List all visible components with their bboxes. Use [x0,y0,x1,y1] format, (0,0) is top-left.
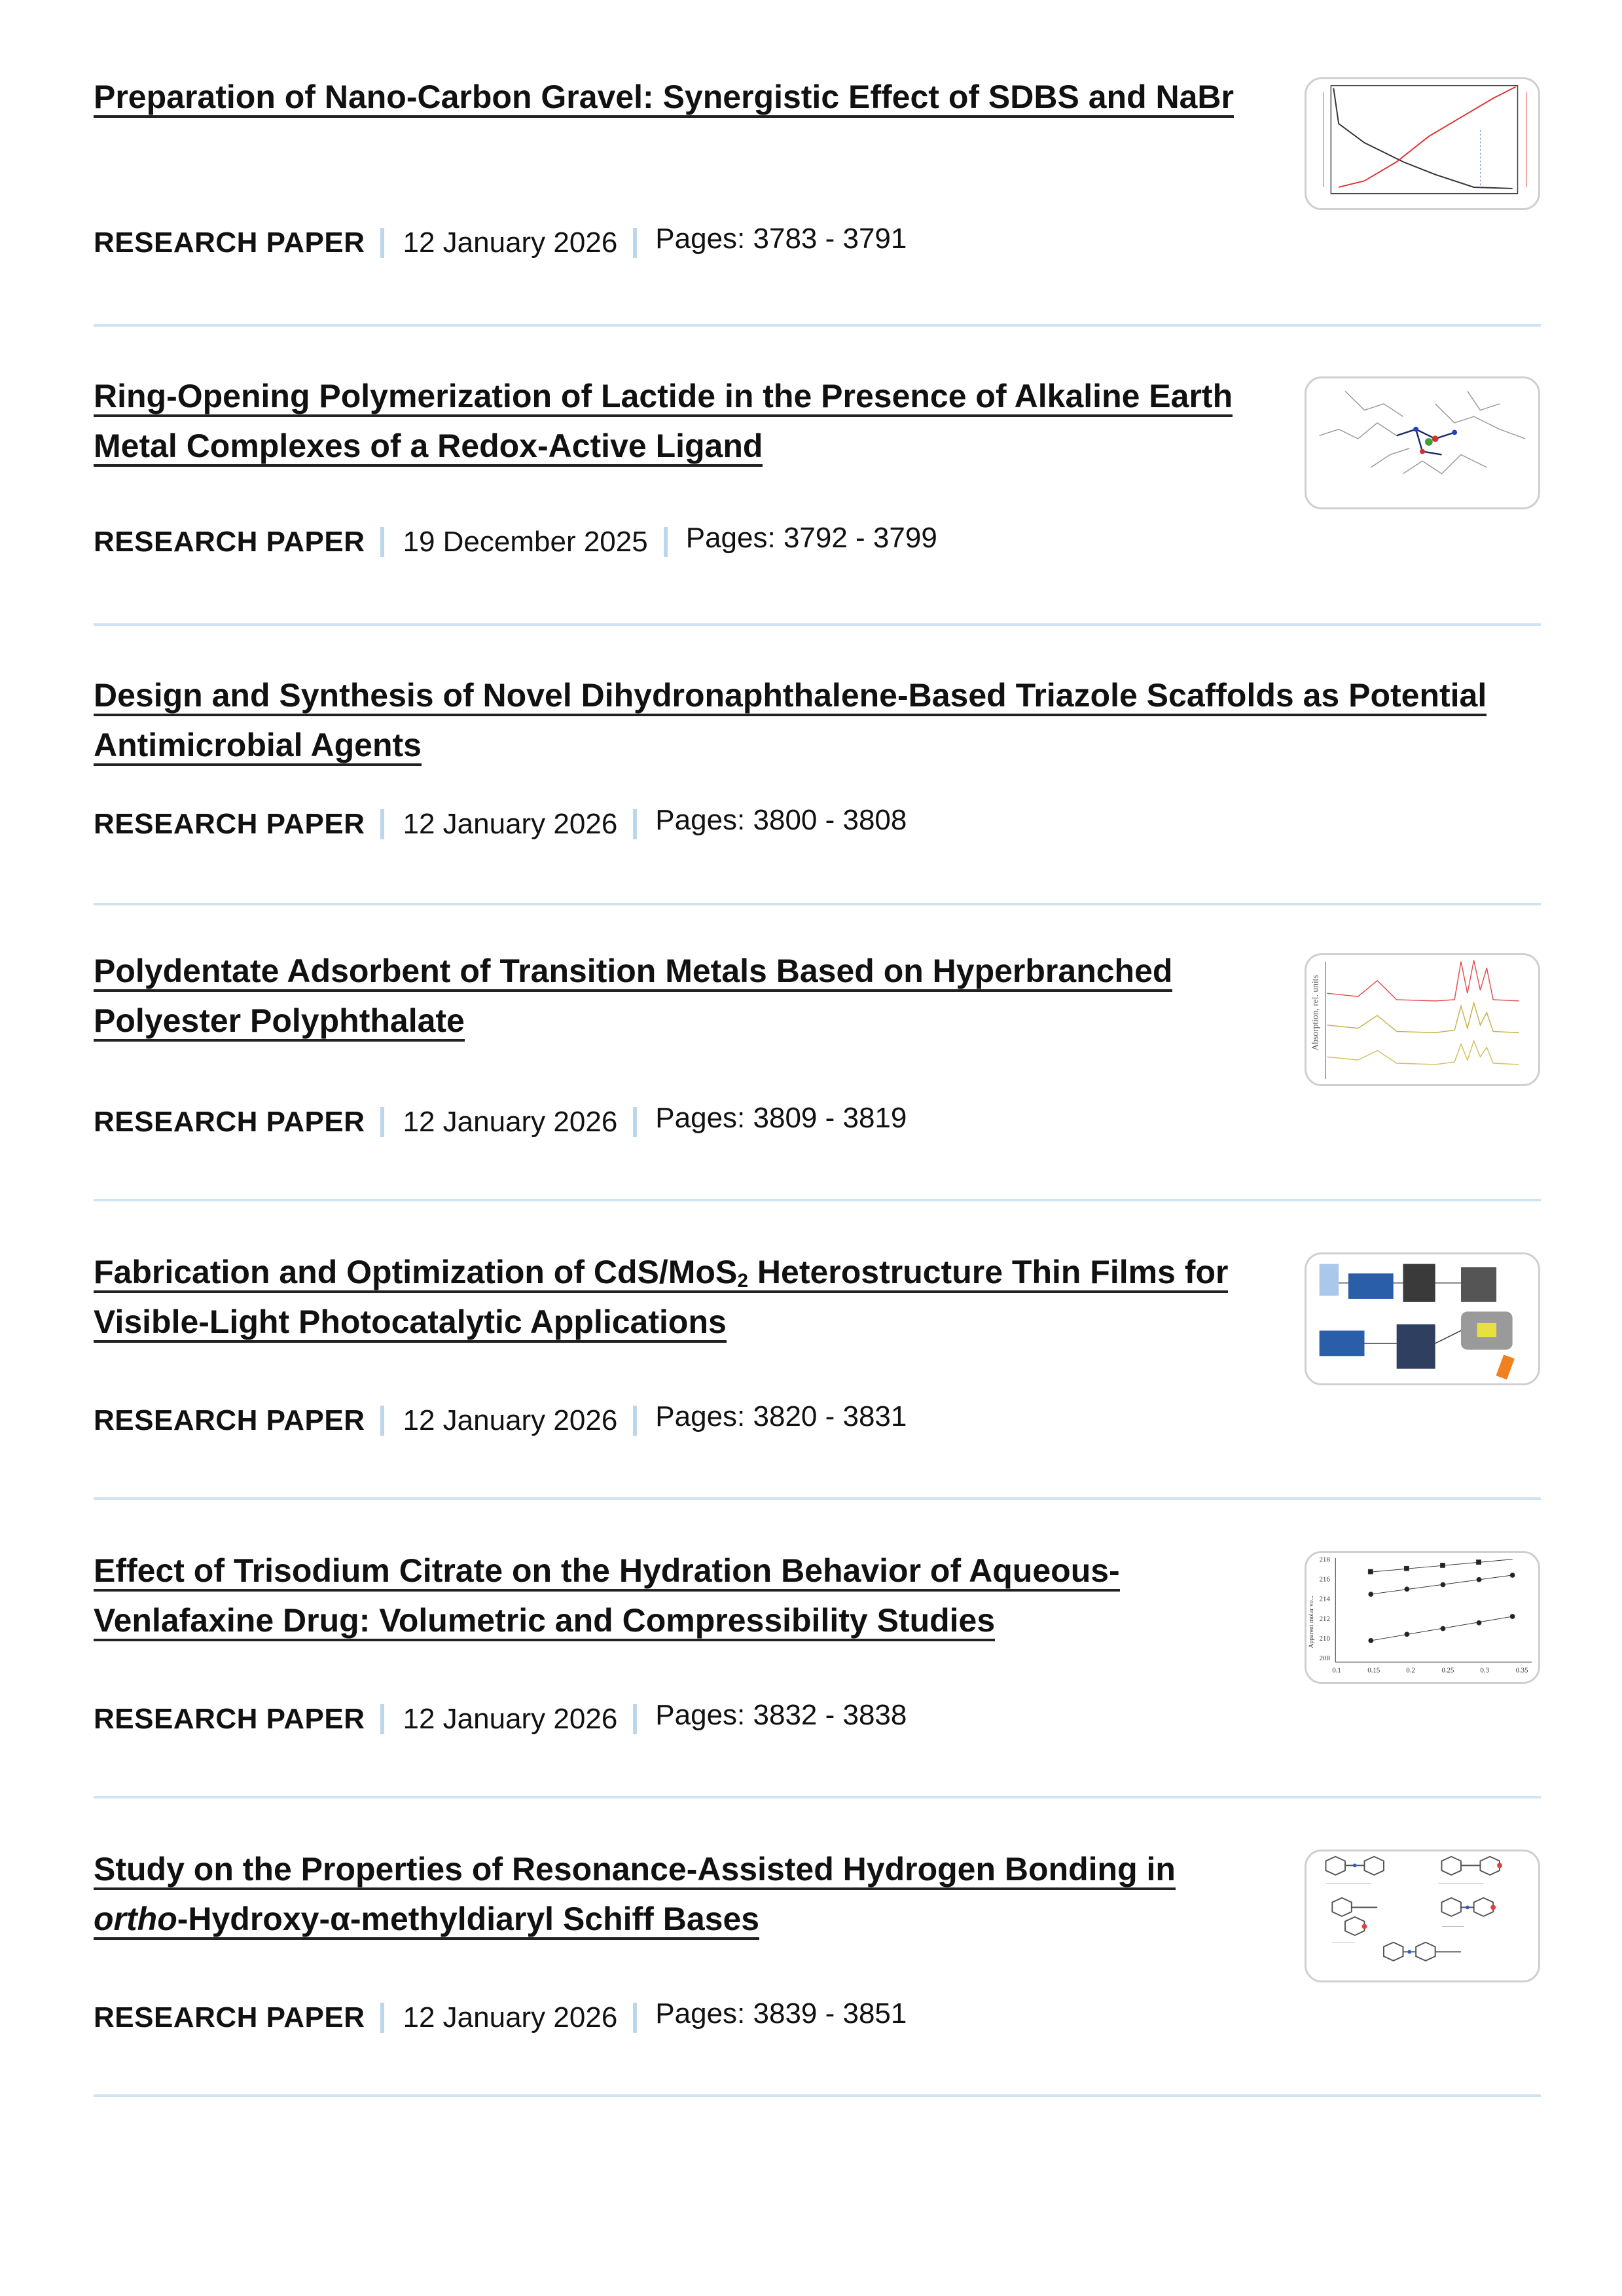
article-title [94,72,1246,122]
article-type-label: RESEARCH PAPER [94,1703,365,1735]
fabrication-scheme-thumbnail[interactable] [1305,1252,1540,1385]
article-title [94,371,1246,471]
meta-separator [380,809,384,839]
tga-curve-thumbnail[interactable] [1305,77,1540,210]
meta-separator [380,1107,384,1137]
svg-text:0.25: 0.25 [1441,1666,1454,1675]
article-meta [94,1696,907,1742]
article-item [0,598,1622,898]
article-type-label: RESEARCH PAPER [94,526,365,558]
meta-separator [380,1406,384,1436]
meta-separator [633,1107,637,1137]
article-item [0,1176,1622,1476]
article-title-link[interactable]: Study on the Properties of Resonance-Assisted Hydrogen Bonding in ortho-Hydroxy-α-methyldiaryl Schiff Bases [94,1851,1176,1940]
article-title-link[interactable]: Effect of Trisodium Citrate on the Hydration Behavior of Aqueous-Venlafaxine Drug: Volumetric and Compressibility Studies [94,1552,1120,1641]
meta-separator [380,527,384,557]
svg-text:0.3: 0.3 [1480,1666,1490,1675]
meta-separator [380,228,384,258]
svg-text:212: 212 [1319,1614,1330,1623]
svg-text:——————————: —————————— [1438,1881,1484,1886]
article-pages: Pages: 3809 - 3819 [655,1102,907,1134]
article-date: 12 January 2026 [403,1703,618,1735]
article-date: 19 December 2025 [403,526,648,558]
article-title-link[interactable]: Ring-Opening Polymerization of Lactide in the Presence of Alkaline Earth Metal Complexes of a Redox-Active Ligand [94,378,1233,467]
article-meta [94,1099,907,1145]
schiff-base-structures-thumbnail[interactable] [1305,1850,1540,1982]
svg-text:0.15: 0.15 [1367,1666,1380,1675]
meta-separator [633,228,637,258]
article-date: 12 January 2026 [403,227,618,259]
article-date: 12 January 2026 [403,2001,618,2033]
article-item [0,1475,1622,1774]
svg-text:0.2: 0.2 [1406,1666,1415,1675]
article-title [94,1844,1246,1944]
meta-separator [633,1704,637,1734]
svg-text:Apparent molar vo...: Apparent molar vo... [1307,1595,1315,1649]
svg-text:0.35: 0.35 [1515,1666,1528,1675]
article-meta [94,519,937,565]
article-item [0,0,1622,299]
svg-text:214: 214 [1319,1595,1330,1603]
svg-text:210: 210 [1319,1634,1330,1643]
meta-separator [664,527,668,557]
article-type-label: RESEARCH PAPER [94,227,365,259]
article-title [94,670,1560,770]
article-meta [94,1398,907,1444]
article-title [94,1546,1246,1645]
article-meta [94,1995,907,2041]
article-item [0,878,1622,1177]
article-title [94,1247,1246,1347]
article-item [0,299,1622,598]
meta-separator [633,2003,637,2033]
meta-separator [633,1406,637,1436]
meta-separator [633,809,637,839]
article-title-link[interactable]: Preparation of Nano-Carbon Gravel: Synergistic Effect of SDBS and NaBr [94,79,1234,118]
article-title-link[interactable]: Fabrication and Optimization of CdS/MoS$_2$ Heterostructure Thin Films for Visible-Light Photocatalytic Applications [94,1254,1228,1343]
article-title [94,946,1246,1046]
svg-text:——————————: —————————— [1325,1881,1371,1886]
article-title-link[interactable]: Polydentate Adsorbent of Transition Metals Based on Hyperbranched Polyester Polyphthalate [94,953,1172,1042]
article-date: 12 January 2026 [403,808,618,840]
article-item [0,1774,1622,2073]
svg-text:—————: ————— [1332,1940,1355,1945]
article-meta [94,220,907,266]
article-pages: Pages: 3783 - 3791 [655,223,907,255]
svg-text:—————: ————— [1441,1924,1464,1929]
molecular-structure-thumbnail[interactable] [1305,376,1540,509]
article-meta [94,801,907,847]
article-type-label: RESEARCH PAPER [94,1106,365,1138]
molar-volume-plot-thumbnail[interactable] [1305,1551,1540,1684]
article-type-label: RESEARCH PAPER [94,2001,365,2033]
article-pages: Pages: 3820 - 3831 [655,1400,907,1432]
article-type-label: RESEARCH PAPER [94,1404,365,1436]
article-date: 12 January 2026 [403,1404,618,1436]
article-date: 12 January 2026 [403,1106,618,1138]
article-title-link[interactable]: Design and Synthesis of Novel Dihydronaphthalene-Based Triazole Scaffolds as Potential Antimicrobial Agents [94,677,1487,766]
meta-separator [380,2003,384,2033]
meta-separator [380,1704,384,1734]
svg-text:208: 208 [1319,1654,1330,1662]
svg-text:218: 218 [1319,1556,1330,1564]
svg-text:0.1: 0.1 [1332,1666,1341,1675]
article-divider [94,2094,1541,2097]
article-pages: Pages: 3839 - 3851 [655,1997,907,2030]
absorption-spectra-thumbnail[interactable] [1305,953,1540,1086]
article-pages: Pages: 3792 - 3799 [685,522,937,554]
article-pages: Pages: 3832 - 3838 [655,1699,907,1731]
svg-text:Absorption, rel. units: Absorption, rel. units [1310,975,1320,1051]
article-type-label: RESEARCH PAPER [94,808,365,840]
svg-text:216: 216 [1319,1575,1330,1584]
article-pages: Pages: 3800 - 3808 [655,804,907,836]
